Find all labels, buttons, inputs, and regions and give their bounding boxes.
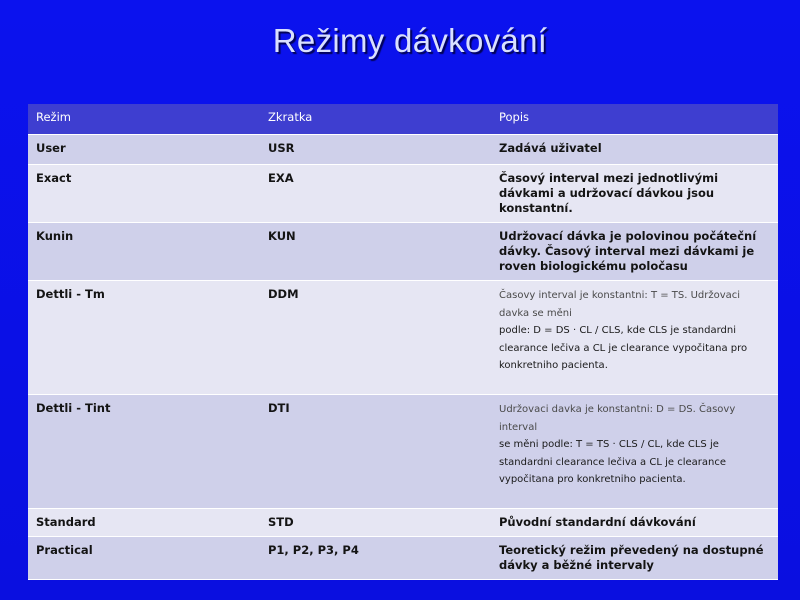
header-abbreviation: Zkratka — [260, 104, 491, 135]
cell-description: Původní standardní dávkování — [491, 509, 778, 537]
table-header-row — [28, 104, 778, 135]
cell-description: Zadává uživatel — [491, 135, 778, 165]
description-rest: se měni podle: T = TS · CLS / CL, kde CLS je standardni clearance lečiva a CL je clearance vypočitana pro konkretniho pacienta. — [499, 439, 726, 485]
cell-description: Časový interval mezi jednotlivými dávkami a udržovací dávkou jsou konstantní. — [491, 165, 778, 223]
cell-description — [491, 395, 778, 509]
cell-mode: Standard — [28, 509, 260, 537]
cell-abbreviation: STD — [260, 509, 491, 537]
cell-abbreviation: USR — [260, 135, 491, 165]
cell-mode: Dettli - Tm — [28, 281, 260, 395]
cell-mode: Practical — [28, 537, 260, 580]
cell-description: Udržovací dávka je polovinou počáteční dávky. Časový interval mezi dávkami je roven biologickému poločasu — [491, 223, 778, 281]
cell-mode: Exact — [28, 165, 260, 223]
table-row — [28, 395, 778, 509]
table-row — [28, 165, 778, 223]
cell-description — [491, 281, 778, 395]
header-description: Popis — [491, 104, 778, 135]
slide-title: Režimy dávkování — [272, 22, 548, 59]
cell-description: Teoretický režim převedený na dostupné dávky a běžné intervaly — [491, 537, 778, 580]
table-row — [28, 281, 778, 395]
cell-mode: User — [28, 135, 260, 165]
description-lead: Časovy interval je konstantni: T = TS. Udržovaci davka se měni — [499, 290, 741, 319]
cell-abbreviation: KUN — [260, 223, 491, 281]
header-mode: Režim — [28, 104, 260, 135]
cell-abbreviation: EXA — [260, 165, 491, 223]
description-rest: podle: D = DS · CL / CLS, kde CLS je standardni clearance lečiva a CL je clearance vypočitana pro konkretniho pacienta. — [499, 325, 748, 371]
table-row — [28, 135, 778, 165]
cell-abbreviation: DDM — [260, 281, 491, 395]
cell-abbreviation: DTI — [260, 395, 491, 509]
cell-mode: Kunin — [28, 223, 260, 281]
dosing-modes-table — [28, 104, 778, 580]
cell-mode: Dettli - Tint — [28, 395, 260, 509]
table-row — [28, 223, 778, 281]
cell-abbreviation: P1, P2, P3, P4 — [260, 537, 491, 580]
table-row — [28, 537, 778, 580]
description-lead: Udržovaci davka je konstantni: D = DS. Časovy interval — [499, 404, 736, 433]
table-row — [28, 509, 778, 537]
